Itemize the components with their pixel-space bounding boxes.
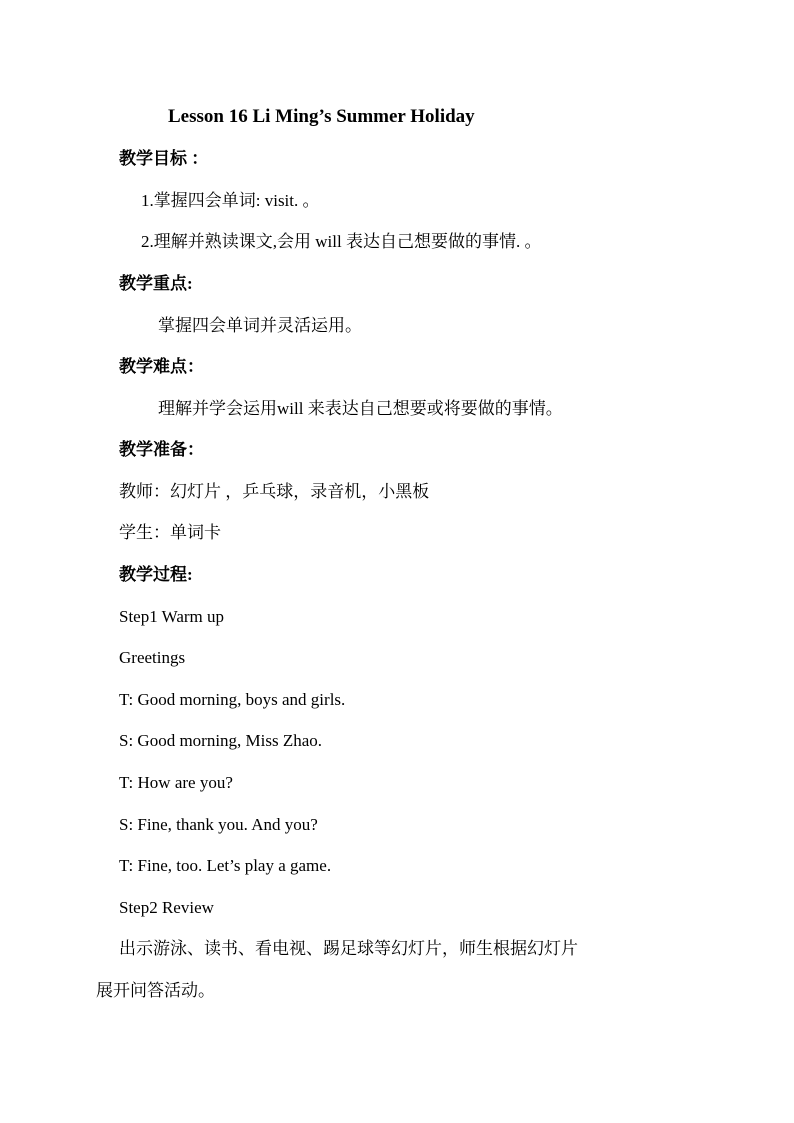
goals-heading: 教学目标 ： (119, 149, 209, 168)
difficulties-heading: 教学难点： (119, 357, 204, 376)
difficulties-text: 理解并学会运用will 来表达自己想要或将要做的事情。 (158, 399, 563, 418)
key-points-text: 掌握四会单词并灵活运用。 (158, 316, 362, 335)
dialogue-line: T: Fine, too. Let’s play a game. (119, 856, 332, 875)
lesson-title: Lesson 16 Li Ming’s Summer Holiday (168, 106, 475, 127)
greetings: Greetings (119, 648, 186, 667)
dialogue-line: S: Fine, thank you. And you? (119, 815, 318, 834)
step1-title: Step1 Warm up (119, 607, 225, 626)
preparation-teacher: 教师：幻灯片 ，乒乓球，录音机，小黑板 (119, 482, 430, 501)
dialogue-line: T: How are you? (119, 773, 233, 792)
process-heading: 教学过程: (119, 565, 193, 584)
goal-1: 1.掌握四会单词: visit. 。 (141, 191, 320, 210)
step2-title: Step2 Review (119, 898, 214, 917)
dialogue-line: T: Good morning, boys and girls. (119, 690, 346, 709)
review-text-line-2: 展开问答活动。 (96, 981, 215, 1000)
goal-2: 2.理解并熟读课文,会用 will 表达自己想要做的事情. 。 (141, 232, 542, 251)
preparation-student: 学生：单词卡 (119, 523, 221, 542)
preparation-heading: 教学准备： (119, 440, 204, 459)
key-points-heading: 教学重点: (119, 274, 193, 293)
review-text-line-1: 出示游泳、读书、看电视、踢足球等幻灯片，师生根据幻灯片 (119, 939, 578, 958)
dialogue-line: S: Good morning, Miss Zhao. (119, 731, 323, 750)
